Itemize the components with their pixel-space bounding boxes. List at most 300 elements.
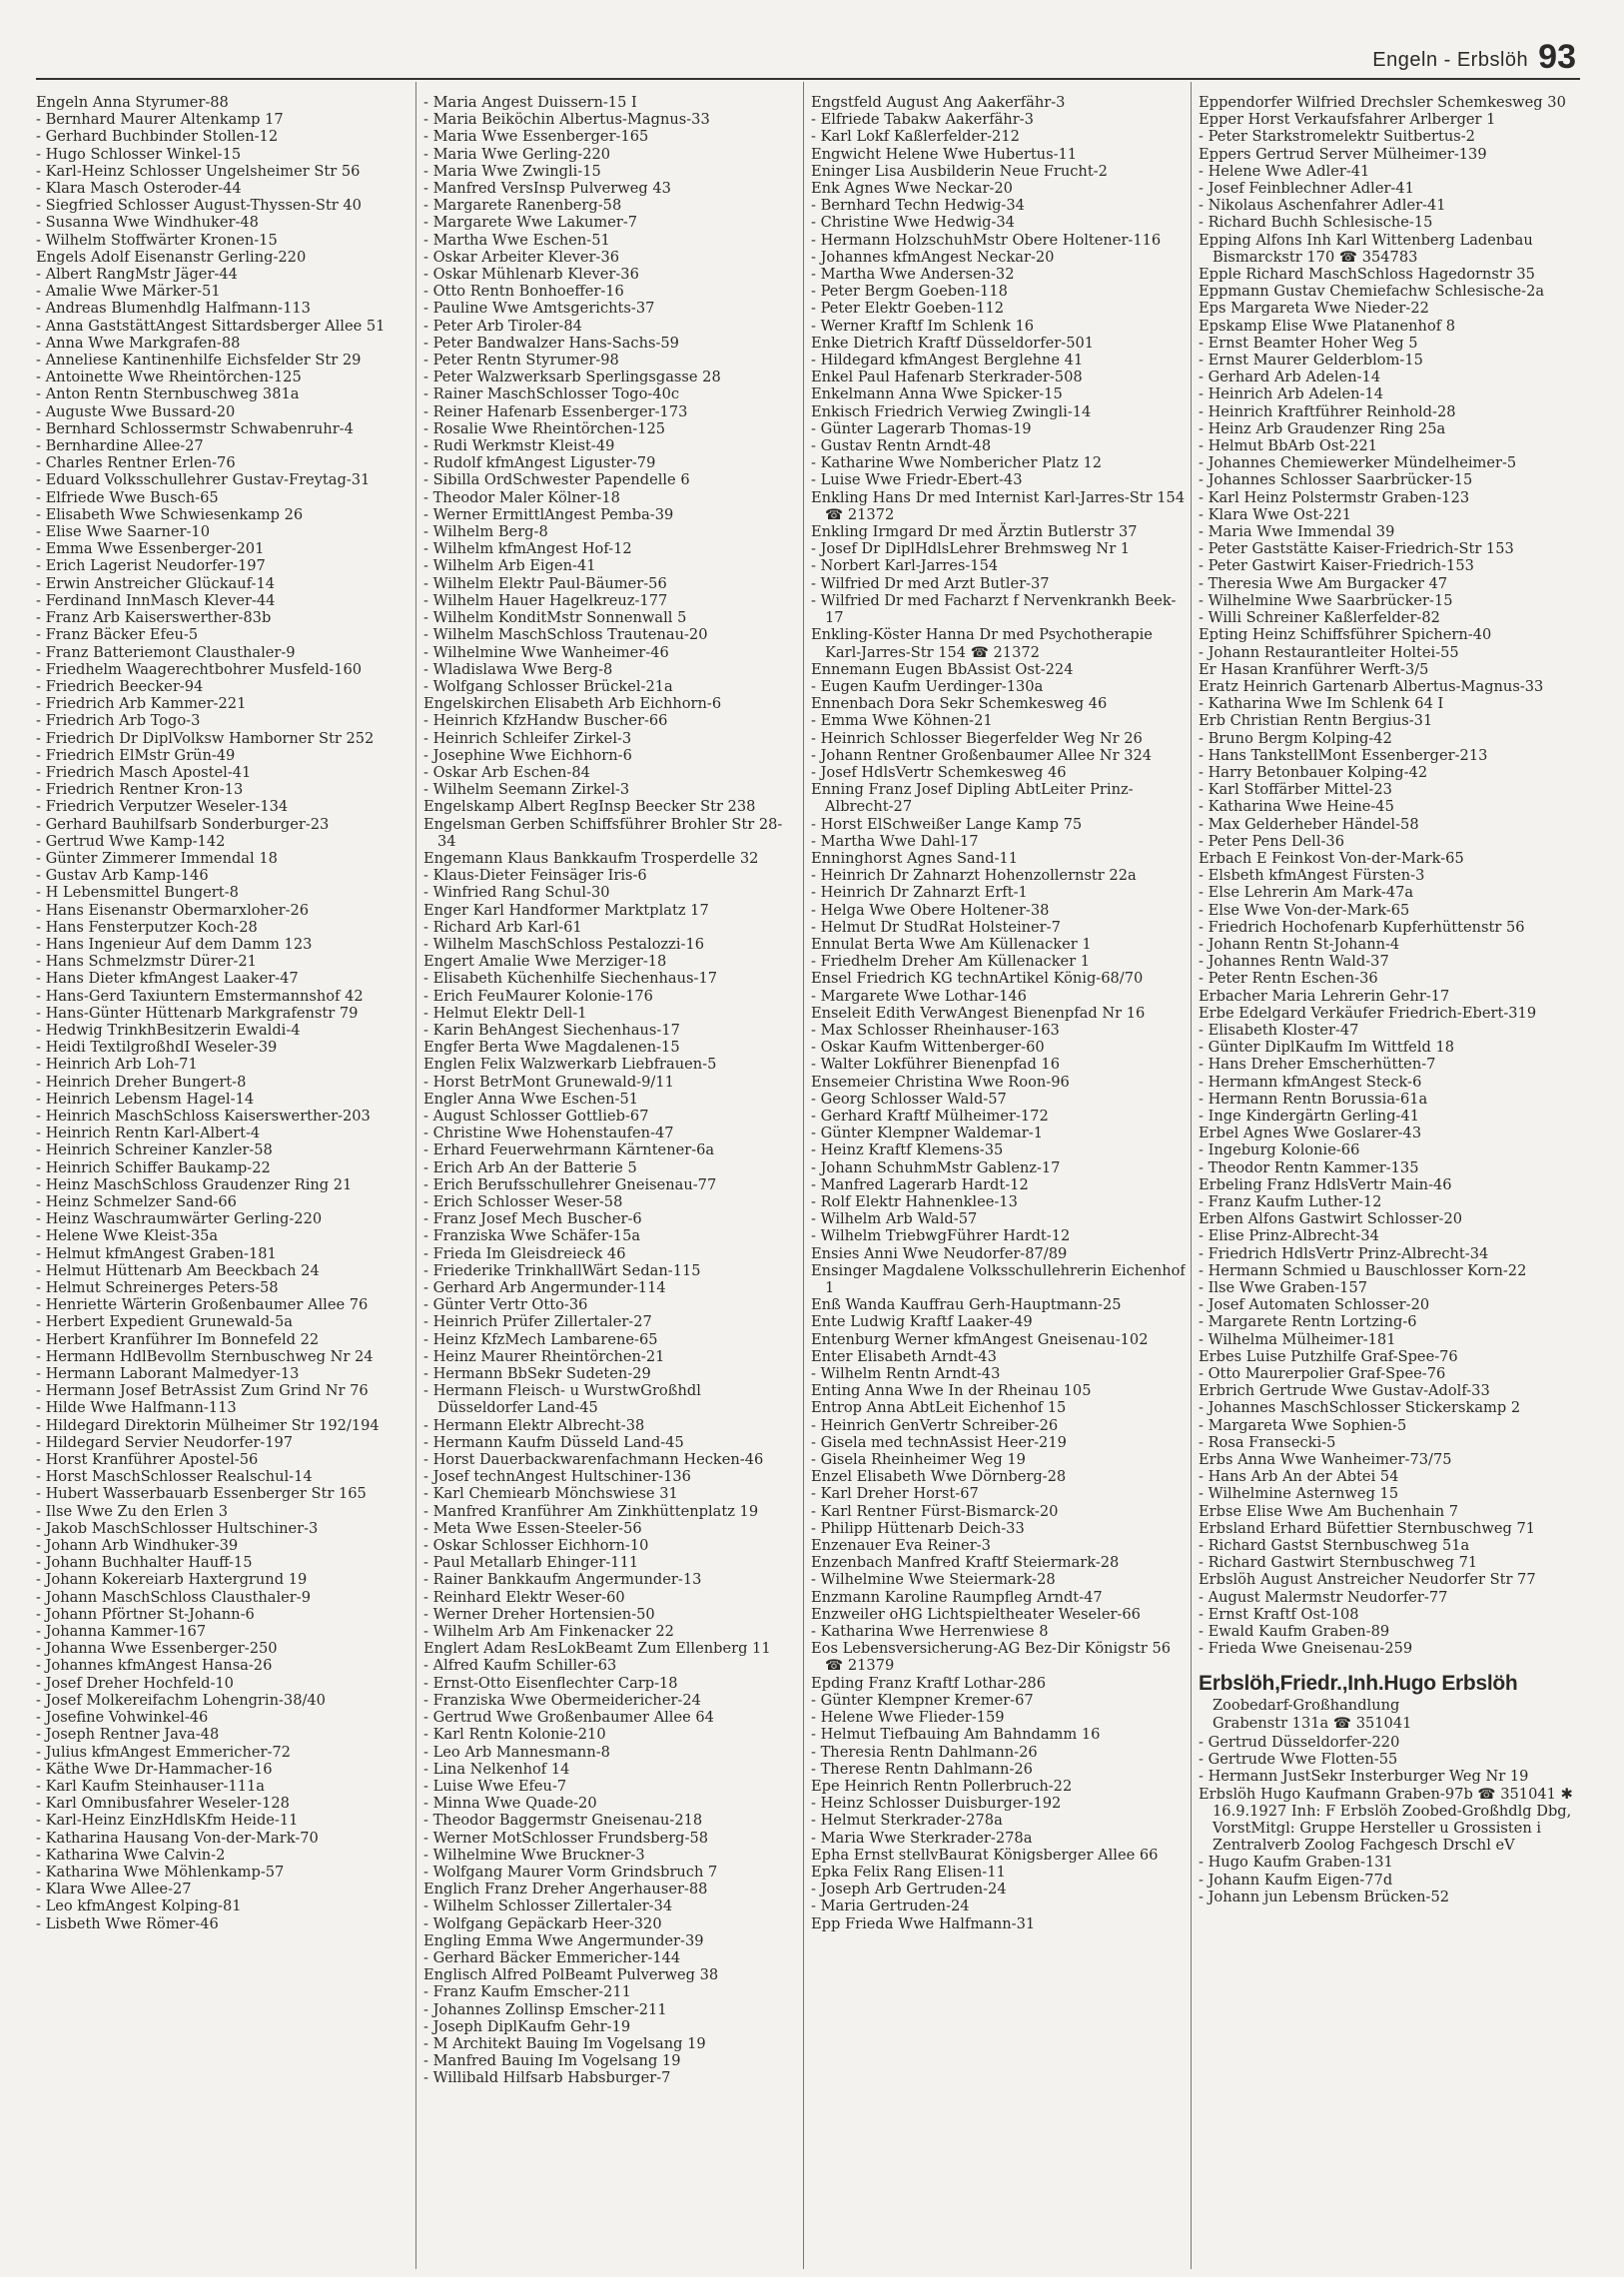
directory-entry: - Richard Arb Karl-61 bbox=[423, 918, 582, 936]
directory-entry: - Eduard Volksschullehrer Gustav-Freytag-31 bbox=[36, 471, 371, 489]
directory-entry: - Elise Wwe Saarner-10 bbox=[36, 523, 210, 541]
directory-entry: - Johannes Chemiewerker Mündelheimer-5 bbox=[1199, 454, 1517, 472]
directory-entry: - Joseph Rentner Java-48 bbox=[36, 1726, 220, 1744]
directory-entry: - Josefine Vohwinkel-46 bbox=[36, 1709, 209, 1727]
directory-entry: Ensies Anni Wwe Neudorfer-87/89 bbox=[811, 1244, 1068, 1262]
directory-entry: - Friedrich Arb Togo-3 bbox=[36, 712, 201, 730]
directory-entry: - Hans Dieter kfmAngest Laaker-47 bbox=[36, 970, 299, 988]
directory-entry: - Oskar Kaufm Wittenberger-60 bbox=[811, 1039, 1045, 1057]
directory-entry: - Peter Rentn Styrumer-98 bbox=[423, 352, 619, 370]
directory-entry: Erbslöh August Anstreicher Neudorfer Str 77 bbox=[1199, 1571, 1536, 1589]
directory-entry: - Herbert Kranführer Im Bonnefeld 22 bbox=[36, 1330, 320, 1348]
directory-entry: - Helene Wwe Kleist-35a bbox=[36, 1227, 219, 1245]
directory-entry: - Wolfgang Schlosser Brückel-21a bbox=[423, 677, 673, 695]
directory-entry: - Hans Eisenanstr Obermarxloher-26 bbox=[36, 901, 310, 919]
directory-entry: - Johann Kaufm Eigen-77d bbox=[1199, 1871, 1393, 1889]
directory-entry: - Joseph DiplKaufm Gehr-19 bbox=[423, 2017, 631, 2035]
directory-entry: Englisch Alfred PolBeamt Pulverweg 38 bbox=[423, 1966, 719, 1984]
directory-entry: Erbse Elise Wwe Am Buchenhain 7 bbox=[1199, 1502, 1459, 1520]
directory-entry: - Martha Wwe Andersen-32 bbox=[811, 266, 1015, 284]
directory-entry: - Gisela Rheinheimer Weg 19 bbox=[811, 1451, 1026, 1469]
directory-entry: - Paul Metallarb Ehinger-111 bbox=[423, 1554, 639, 1572]
directory-entry: - Heinz Schlosser Duisburger-192 bbox=[811, 1795, 1062, 1813]
directory-entry: - Josef Feinblechner Adler-41 bbox=[1199, 180, 1414, 198]
directory-entry: - Gertrud Wwe Kamp-142 bbox=[36, 832, 226, 850]
directory-entry: - Otto Rentn Bonhoeffer-16 bbox=[423, 283, 624, 301]
directory-entry: - Hermann Schmied u Bauschlosser Korn-22 bbox=[1199, 1261, 1527, 1279]
directory-entry: - Wilhelm Rentn Arndt-43 bbox=[811, 1365, 1001, 1383]
directory-entry: Erb Christian Rentn Bergius-31 bbox=[1199, 712, 1433, 730]
directory-entry: - Bernhard Techn Hedwig-34 bbox=[811, 197, 1025, 215]
directory-entry: - Heinrich Schleifer Zirkel-3 bbox=[423, 729, 632, 747]
directory-entry: - Peter Walzwerksarb Sperlingsgasse 28 bbox=[423, 369, 721, 386]
directory-entry: - Margarete Ranenberg-58 bbox=[423, 197, 622, 215]
directory-entry: - Oskar Mühlenarb Klever-36 bbox=[423, 266, 639, 284]
directory-entry: Enning Franz Josef Dipling AbtLeiter Prinz-Albrecht-27 bbox=[811, 781, 1134, 816]
directory-entry: - Wilhelma Mülheimer-181 bbox=[1199, 1330, 1396, 1348]
directory-entry: - Gisela med technAssist Heer-219 bbox=[811, 1433, 1067, 1451]
directory-entry: - Helmut Schreinerges Peters-58 bbox=[36, 1279, 279, 1297]
directory-entry: - Rosalie Wwe Rheintörchen-125 bbox=[423, 419, 666, 437]
directory-entry: - August Schlosser Gottlieb-67 bbox=[423, 1107, 649, 1125]
directory-entry: Enk Agnes Wwe Neckar-20 bbox=[811, 180, 1013, 198]
directory-entry: - Erich Berufsschullehrer Gneisenau-77 bbox=[423, 1175, 717, 1193]
directory-entry: - Heinrich Schiffer Baukamp-22 bbox=[36, 1158, 271, 1176]
directory-column-3 bbox=[811, 94, 1186, 2271]
directory-entry: - Heinrich Dreher Bungert-8 bbox=[36, 1073, 247, 1091]
directory-entry: - Peter Starkstromelektr Suitbertus-2 bbox=[1199, 128, 1475, 146]
directory-entry: - Heinrich Schreiner Kanzler-58 bbox=[36, 1141, 273, 1159]
directory-entry: - Josef Automaten Schlosser-20 bbox=[1199, 1296, 1430, 1314]
directory-entry: - Eugen Kaufm Uerdinger-130a bbox=[811, 677, 1044, 695]
header-rule bbox=[36, 78, 1580, 80]
directory-entry: - Manfred Lagerarb Hardt-12 bbox=[811, 1175, 1029, 1193]
directory-entry: - Emma Wwe Köhnen-21 bbox=[811, 712, 993, 730]
directory-entry: - Hans Dreher Emscherhütten-7 bbox=[1199, 1056, 1436, 1074]
directory-entry: - Ilse Wwe Graben-157 bbox=[1199, 1279, 1368, 1297]
directory-entry: - Willi Schreiner Kaßlerfelder-82 bbox=[1199, 609, 1440, 627]
directory-entry: Engelskamp Albert RegInsp Beecker Str 238 bbox=[423, 798, 756, 816]
directory-entry: - Erwin Anstreicher Glückauf-14 bbox=[36, 574, 276, 592]
directory-entry: Entenburg Werner kfmAngest Gneisenau-102 bbox=[811, 1330, 1149, 1348]
directory-entry: - Gustav Rentn Arndt-48 bbox=[811, 437, 992, 455]
directory-entry: - Margarete Wwe Lothar-146 bbox=[811, 987, 1027, 1005]
directory-entry: - Auguste Wwe Bussard-20 bbox=[36, 402, 236, 420]
directory-entry: - Christine Wwe Hohenstaufen-47 bbox=[423, 1125, 674, 1142]
directory-entry: - Wilhelm TriebwgFührer Hardt-12 bbox=[811, 1227, 1071, 1245]
directory-entry: - Heinz KfzMech Lambarene-65 bbox=[423, 1330, 658, 1348]
directory-entry: - Wolfgang Maurer Vorm Grindsbruch 7 bbox=[423, 1863, 718, 1881]
column-divider bbox=[415, 82, 416, 2269]
directory-entry: - Wilhelm Arb Am Finkenacker 22 bbox=[423, 1623, 674, 1641]
directory-entry: - Johannes Rentn Wald-37 bbox=[1199, 953, 1389, 971]
directory-entry: - Wilfried Dr med Facharzt f Nervenkrankh Beek-17 bbox=[811, 591, 1177, 627]
firm-name: Erbslöh,Friedr.,Inh.Hugo Erbslöh bbox=[1199, 1672, 1518, 1696]
directory-entry: Englen Felix Walzwerkarb Liebfrauen-5 bbox=[423, 1056, 717, 1074]
directory-entry: - Johann Rentner Großenbaumer Allee Nr 324 bbox=[811, 746, 1153, 764]
page-number: 93 bbox=[1538, 38, 1576, 76]
directory-entry: Entrop Anna AbtLeit Eichenhof 15 bbox=[811, 1399, 1067, 1417]
directory-entry: - Katharina Wwe Herrenwiese 8 bbox=[811, 1623, 1049, 1641]
directory-entry: Engelskirchen Elisabeth Arb Eichhorn-6 bbox=[423, 695, 722, 713]
directory-entry: Eninger Lisa Ausbilderin Neue Frucht-2 bbox=[811, 162, 1108, 180]
directory-entry: - Ilse Wwe Zu den Erlen 3 bbox=[36, 1502, 228, 1520]
directory-entry: - Heinrich Prüfer Zillertaler-27 bbox=[423, 1313, 652, 1331]
directory-entry: - Wilhelmine Asternweg 15 bbox=[1199, 1485, 1399, 1503]
column-divider bbox=[1191, 82, 1192, 2269]
directory-entry: - Hugo Kaufm Graben-131 bbox=[1199, 1854, 1393, 1872]
directory-entry: - Rudolf kfmAngest Liguster-79 bbox=[423, 454, 656, 472]
directory-entry: Enke Dietrich Kraftf Düsseldorfer-501 bbox=[811, 334, 1095, 352]
directory-entry: - Hermann kfmAngest Steck-6 bbox=[1199, 1073, 1422, 1091]
directory-entry: - Ingeburg Kolonie-66 bbox=[1199, 1141, 1360, 1159]
directory-entry: - Hermann Rentn Borussia-61a bbox=[1199, 1090, 1428, 1108]
directory-entry: - Luise Wwe Friedr-Ebert-43 bbox=[811, 471, 1023, 489]
directory-entry: - Helmut Hüttenarb Am Beeckbach 24 bbox=[36, 1261, 320, 1279]
directory-entry: - Karl Rentner Fürst-Bismarck-20 bbox=[811, 1502, 1059, 1520]
directory-entry: - Erich FeuMaurer Kolonie-176 bbox=[423, 987, 653, 1005]
directory-entry: Epe Heinrich Rentn Pollerbruch-22 bbox=[811, 1777, 1073, 1795]
directory-entry: - Wladislawa Wwe Berg-8 bbox=[423, 660, 613, 678]
directory-entry: Engwicht Helene Wwe Hubertus-11 bbox=[811, 145, 1078, 163]
directory-entry: Enkling-Köster Hanna Dr med Psychotherapie Karl-Jarres-Str 154 ☎ 21372 bbox=[811, 626, 1153, 661]
directory-entry: - Maria Wwe Zwingli-15 bbox=[423, 162, 601, 180]
column-divider bbox=[803, 82, 804, 2269]
directory-entry: - Wilhelm Arb Eigen-41 bbox=[423, 557, 596, 575]
directory-entry: - Hans Ingenieur Auf dem Damm 123 bbox=[36, 935, 313, 953]
directory-entry: - H Lebensmittel Bungert-8 bbox=[36, 884, 239, 902]
directory-entry: - Friedrich Verputzer Weseler-134 bbox=[36, 798, 289, 816]
directory-entry: - Susanna Wwe Windhuker-48 bbox=[36, 214, 259, 232]
directory-entry: - Günter DiplKaufm Im Wittfeld 18 bbox=[1199, 1039, 1455, 1057]
directory-entry: - Minna Wwe Quade-20 bbox=[423, 1795, 597, 1813]
directory-entry: - Hans-Günter Hüttenarb Markgrafenstr 79 bbox=[36, 1004, 359, 1022]
directory-entry: Erbslöh Hugo Kaufmann Graben-97b ☎ 351041 ✱ 16.9.1927 Inh: F Erbslöh Zoobed-Großhdlg Dbg, VorstMitgl: Gruppe Hersteller u Grossisten i Zentralverb Zoolog Fachgesch Drschl eV bbox=[1199, 1785, 1573, 1855]
directory-entry: - Werner Kraftf Im Schlenk 16 bbox=[811, 317, 1035, 335]
directory-entry: Erbeling Franz HdlsVertr Main-46 bbox=[1199, 1175, 1452, 1193]
directory-entry: - Hans Fensterputzer Koch-28 bbox=[36, 918, 258, 936]
directory-entry: Enzmann Karoline Raumpfleg Arndt-47 bbox=[811, 1588, 1103, 1606]
directory-entry: Erbe Edelgard Verkäufer Friedrich-Ebert-319 bbox=[1199, 1004, 1537, 1022]
directory-entry: - Günter Klempner Kremer-67 bbox=[811, 1691, 1034, 1709]
directory-entry: - Hermann Josef BetrAssist Zum Grind Nr 76 bbox=[36, 1382, 369, 1400]
directory-entry: - Ewald Kaufm Graben-89 bbox=[1199, 1623, 1390, 1641]
directory-entry: - M Architekt Bauing Im Vogelsang 19 bbox=[423, 2034, 706, 2052]
directory-column-2 bbox=[423, 94, 798, 2271]
directory-entry: - Maria Angest Duissern-15 I bbox=[423, 94, 637, 111]
directory-entry: - Josephine Wwe Eichhorn-6 bbox=[423, 746, 632, 764]
directory-entry: - Heinz Waschraumwärter Gerling-220 bbox=[36, 1210, 323, 1228]
directory-entry: - Rudi Werkmstr Kleist-49 bbox=[423, 437, 615, 455]
directory-entry: Enß Wanda Kauffrau Gerh-Hauptmann-25 bbox=[811, 1296, 1122, 1314]
directory-entry: - Heinrich GenVertr Schreiber-26 bbox=[811, 1416, 1059, 1434]
directory-entry: Eos Lebensversicherung-AG Bez-Dir Königstr 56 ☎ 21379 bbox=[811, 1640, 1172, 1675]
directory-entry: - Maria Wwe Immendal 39 bbox=[1199, 523, 1395, 541]
directory-entry: - Franz Kaufm Luther-12 bbox=[1199, 1193, 1382, 1210]
directory-entry: - Lina Nelkenhof 14 bbox=[423, 1760, 570, 1778]
directory-entry: - Wilhelm kfmAngest Hof-12 bbox=[423, 540, 632, 558]
directory-entry: - Elise Prinz-Albrecht-34 bbox=[1199, 1227, 1379, 1245]
directory-entry: Enzenbach Manfred Kraftf Steiermark-28 bbox=[811, 1554, 1120, 1572]
directory-entry: - Peter Rentn Eschen-36 bbox=[1199, 970, 1378, 988]
directory-entry: - Johannes Zollinsp Emscher-211 bbox=[423, 2000, 667, 2018]
directory-entry: Enninghorst Agnes Sand-11 bbox=[811, 849, 1018, 867]
directory-entry: - Andreas Blumenhdlg Halfmann-113 bbox=[36, 300, 311, 318]
directory-entry: Enzenauer Eva Reiner-3 bbox=[811, 1537, 991, 1555]
directory-entry: - Wilhelm Stoffwärter Kronen-15 bbox=[36, 231, 278, 249]
directory-entry: - Hans Schmelzmstr Dürer-21 bbox=[36, 953, 257, 971]
directory-entry: - Peter Bergm Goeben-118 bbox=[811, 283, 1008, 301]
directory-entry: - Helene Wwe Flieder-159 bbox=[811, 1709, 1005, 1727]
directory-entry: - Friedrich Hochofenarb Kupferhüttenstr 56 bbox=[1199, 918, 1525, 936]
directory-entry: - Bruno Bergm Kolping-42 bbox=[1199, 729, 1392, 747]
directory-entry: - Friedhelm Waagerechtbohrer Musfeld-160 bbox=[36, 660, 363, 678]
directory-entry: - Pauline Wwe Amtsgerichts-37 bbox=[423, 300, 655, 318]
directory-entry: - Josef Dr DiplHdlsLehrer Brehmsweg Nr 1 bbox=[811, 540, 1131, 558]
directory-entry: - Hermann Kaufm Düsseld Land-45 bbox=[423, 1433, 684, 1451]
directory-entry: Engemann Klaus Bankkaufm Trosperdelle 32 bbox=[423, 849, 759, 867]
directory-entry: - Franziska Wwe Schäfer-15a bbox=[423, 1227, 641, 1245]
directory-entry: - Ferdinand InnMasch Klever-44 bbox=[36, 591, 276, 609]
directory-entry: - Gerhard Arb Angermunder-114 bbox=[423, 1279, 666, 1297]
directory-entry: - Katharine Wwe Nombericher Platz 12 bbox=[811, 454, 1103, 472]
directory-entry: - Georg Schlosser Wald-57 bbox=[811, 1090, 1007, 1108]
directory-entry: - Theodor Maler Kölner-18 bbox=[423, 488, 620, 506]
directory-entry: - Heinrich Arb Adelen-14 bbox=[1199, 385, 1384, 403]
directory-entry: - Karl Dreher Horst-67 bbox=[811, 1485, 979, 1503]
directory-entry: - Johann Restaurantleiter Holtei-55 bbox=[1199, 643, 1459, 661]
directory-entry: Ennenbach Dora Sekr Schemkesweg 46 bbox=[811, 695, 1108, 713]
directory-entry: - Johann Pförtner St-Johann-6 bbox=[36, 1605, 255, 1623]
firm-advertisement bbox=[1199, 1671, 1573, 1731]
directory-entry: - Hermann HolzschuhMstr Obere Holtener-116 bbox=[811, 231, 1162, 249]
directory-entry: - Horst ElSchweißer Lange Kamp 75 bbox=[811, 815, 1083, 833]
directory-entry: - Helmut Dr StudRat Holsteiner-7 bbox=[811, 918, 1061, 936]
directory-entry: - Helmut BbArb Ost-221 bbox=[1199, 437, 1378, 455]
directory-entry: - Johanna Kammer-167 bbox=[36, 1623, 207, 1641]
directory-entry: - Richard Gastwirt Sternbuschweg 71 bbox=[1199, 1554, 1478, 1572]
directory-entry: - Anna Wwe Markgrafen-88 bbox=[36, 334, 241, 352]
directory-entry: - Hugo Schlosser Winkel-15 bbox=[36, 145, 242, 163]
directory-entry: - Johann Kokereiarb Haxtergrund 19 bbox=[36, 1571, 308, 1589]
directory-entry: - Karl Chemiearb Mönchswiese 31 bbox=[423, 1485, 678, 1503]
directory-entry: - Günter Klempner Waldemar-1 bbox=[811, 1125, 1043, 1142]
directory-entry: - Bernhardine Allee-27 bbox=[36, 437, 204, 455]
directory-entry: Enzel Elisabeth Wwe Dörnberg-28 bbox=[811, 1468, 1067, 1486]
directory-entry: - Hans TankstellMont Essenberger-213 bbox=[1199, 746, 1488, 764]
directory-entry: - Josef Dreher Hochfeld-10 bbox=[36, 1674, 234, 1692]
directory-entry: - Friedrich HdlsVertr Prinz-Albrecht-34 bbox=[1199, 1244, 1489, 1262]
directory-entry: - Antoinette Wwe Rheintörchen-125 bbox=[36, 369, 302, 386]
firm-line-1: Zoobedarf-Großhandlung bbox=[1213, 1697, 1400, 1715]
directory-entry: - Johannes MaschSchlosser Stickerskamp 2 bbox=[1199, 1399, 1521, 1417]
directory-entry: - Therese Rentn Dahlmann-26 bbox=[811, 1760, 1033, 1778]
directory-entry: - Heinrich Rentn Karl-Albert-4 bbox=[36, 1125, 261, 1142]
directory-entry: - Oskar Arb Eschen-84 bbox=[423, 763, 590, 781]
directory-entry: - Theresia Wwe Am Burgacker 47 bbox=[1199, 574, 1448, 592]
directory-entry: - Josef HdlsVertr Schemkesweg 46 bbox=[811, 763, 1067, 781]
directory-entry: Enkelmann Anna Wwe Spicker-15 bbox=[811, 385, 1063, 403]
directory-entry: - Lisbeth Wwe Römer-46 bbox=[36, 1914, 219, 1932]
directory-entry: - Margareta Wwe Sophien-5 bbox=[1199, 1416, 1407, 1434]
directory-entry: - Horst BetrMont Grunewald-9/11 bbox=[423, 1073, 674, 1091]
directory-entry: - Josef Molkereifachm Lohengrin-38/40 bbox=[36, 1691, 326, 1709]
directory-entry: - Gertrud Düsseldorfer-220 bbox=[1199, 1733, 1400, 1751]
directory-entry: - Henriette Wärterin Großenbaumer Allee 76 bbox=[36, 1296, 369, 1314]
directory-entry: Eppendorfer Wilfried Drechsler Schemkesweg 30 bbox=[1199, 94, 1566, 111]
directory-entry: - Heinrich KfzHandw Buscher-66 bbox=[423, 712, 668, 730]
directory-entry: - Johann SchuhmMstr Gablenz-17 bbox=[811, 1158, 1061, 1176]
directory-entry: Ensel Friedrich KG technArtikel König-68/70 bbox=[811, 970, 1144, 988]
directory-entry: - Peter Elektr Goeben-112 bbox=[811, 300, 1005, 318]
directory-entry: Engert Amalie Wwe Merziger-18 bbox=[423, 953, 667, 971]
directory-entry: - Joseph Arb Gertruden-24 bbox=[811, 1881, 1007, 1898]
directory-entry: - Willibald Hilfsarb Habsburger-7 bbox=[423, 2069, 671, 2087]
directory-entry: Eps Margareta Wwe Nieder-22 bbox=[1199, 300, 1429, 318]
directory-entry: - Friederike TrinkhallWärt Sedan-115 bbox=[423, 1261, 701, 1279]
directory-entry: - Elisabeth Wwe Schwiesenkamp 26 bbox=[36, 505, 304, 523]
directory-entry: - Elisabeth Kloster-47 bbox=[1199, 1021, 1359, 1039]
directory-entry: Enseleit Edith VerwAngest Bienenpfad Nr 16 bbox=[811, 1004, 1146, 1022]
directory-entry: - Wilhelm Berg-8 bbox=[423, 523, 548, 541]
directory-entry: Enkisch Friedrich Verwieg Zwingli-14 bbox=[811, 402, 1092, 420]
directory-entry: - Wilhelm MaschSchloss Pestalozzi-16 bbox=[423, 935, 705, 953]
directory-entry: Ensinger Magdalene Volksschullehrerin Eichenhof 1 bbox=[811, 1261, 1186, 1297]
directory-entry: - Maria Beiköchin Albertus-Magnus-33 bbox=[423, 111, 710, 129]
directory-entry: - Günter Vertr Otto-36 bbox=[423, 1296, 588, 1314]
directory-entry: - Ernst Beamter Hoher Weg 5 bbox=[1199, 334, 1418, 352]
directory-entry: - Johann Rentn St-Johann-4 bbox=[1199, 935, 1400, 953]
directory-entry: - Sibilla OrdSchwester Papendelle 6 bbox=[423, 471, 690, 489]
directory-entry: - Maria Wwe Sterkrader-278a bbox=[811, 1829, 1033, 1847]
directory-entry: - Reiner Hafenarb Essenberger-173 bbox=[423, 402, 688, 420]
directory-entry: - Gerhard Arb Adelen-14 bbox=[1199, 369, 1381, 386]
directory-entry: Erbach E Feinkost Von-der-Mark-65 bbox=[1199, 849, 1464, 867]
directory-entry: - Jakob MaschSchlosser Hultschiner-3 bbox=[36, 1519, 319, 1537]
directory-entry: - Erich Lagerist Neudorfer-197 bbox=[36, 557, 266, 575]
directory-entry: Engeln Anna Styrumer-88 bbox=[36, 94, 229, 111]
directory-entry: - Oskar Schlosser Eichhorn-10 bbox=[423, 1537, 649, 1555]
directory-entry: - Gertrude Wwe Flotten-55 bbox=[1199, 1751, 1398, 1769]
directory-entry: - Erhard Feuerwehrmann Kärntener-6a bbox=[423, 1141, 715, 1159]
directory-entry: - Hermann HdlBevollm Sternbuschweg Nr 24 bbox=[36, 1347, 374, 1365]
directory-entry: - Hermann Fleisch- u WurstwGroßhdl Düsseldorfer Land-45 bbox=[423, 1382, 701, 1417]
directory-entry: - Heinz Maurer Rheintörchen-21 bbox=[423, 1347, 665, 1365]
directory-entry: - Johann MaschSchloss Clausthaler-9 bbox=[36, 1588, 311, 1606]
directory-entry: - Luise Wwe Efeu-7 bbox=[423, 1777, 567, 1795]
directory-entry: - Amalie Wwe Märker-51 bbox=[36, 283, 221, 301]
directory-entry: - Richard Gastst Sternbuschweg 51a bbox=[1199, 1537, 1470, 1555]
directory-entry: - Werner ErmittlAngest Pemba-39 bbox=[423, 505, 674, 523]
directory-entry: - Reinhard Elektr Weser-60 bbox=[423, 1588, 625, 1606]
directory-entry: Englich Franz Dreher Angerhauser-88 bbox=[423, 1881, 708, 1898]
directory-entry: - Klara Wwe Ost-221 bbox=[1199, 505, 1352, 523]
directory-entry: - Leo kfmAngest Kolping-81 bbox=[36, 1898, 242, 1915]
directory-entry: - Heinz MaschSchloss Graudenzer Ring 21 bbox=[36, 1175, 353, 1193]
directory-entry: Engfer Berta Wwe Magdalenen-15 bbox=[423, 1039, 680, 1057]
running-head: Engeln - Erbslöh bbox=[1372, 49, 1529, 71]
directory-entry: - Günter Zimmerer Immendal 18 bbox=[36, 849, 278, 867]
directory-entry: Epha Ernst stellvBaurat Königsberger Allee 66 bbox=[811, 1846, 1159, 1864]
directory-entry: Enting Anna Wwe In der Rheinau 105 bbox=[811, 1382, 1092, 1400]
directory-entry: Eratz Heinrich Gartenarb Albertus-Magnus-33 bbox=[1199, 677, 1544, 695]
directory-entry: - Friedrich Masch Apostel-41 bbox=[36, 763, 252, 781]
directory-entry: - Nikolaus Aschenfahrer Adler-41 bbox=[1199, 197, 1446, 215]
directory-entry: - Klaus-Dieter Feinsäger Iris-6 bbox=[423, 867, 647, 885]
directory-entry: - Gerhard Kraftf Mülheimer-172 bbox=[811, 1107, 1049, 1125]
directory-entry: - Maria Gertruden-24 bbox=[811, 1898, 970, 1915]
directory-entry: - Katharina Wwe Im Schlenk 64 I bbox=[1199, 695, 1444, 713]
directory-entry: - Werner MotSchlosser Frundsberg-58 bbox=[423, 1829, 709, 1847]
directory-entry: - Karl Heinz Polstermstr Graben-123 bbox=[1199, 488, 1470, 506]
directory-entry: - Franz Arb Kaiserswerther-83b bbox=[36, 609, 272, 627]
directory-entry: - Rolf Elektr Hahnenklee-13 bbox=[811, 1193, 1018, 1210]
directory-entry: - Wilhelmine Wwe Bruckner-3 bbox=[423, 1846, 645, 1864]
directory-entry: - Heinrich Arb Loh-71 bbox=[36, 1056, 198, 1074]
directory-entry: Epper Horst Verkaufsfahrer Arlberger 1 bbox=[1199, 111, 1496, 129]
directory-entry: - Gustav Arb Kamp-146 bbox=[36, 867, 209, 885]
directory-entry: - Franz Kaufm Emscher-211 bbox=[423, 1983, 631, 2001]
directory-entry: - Wilhelmine Wwe Saarbrücker-15 bbox=[1199, 591, 1453, 609]
directory-entry: Epple Richard MaschSchloss Hagedornstr 35 bbox=[1199, 266, 1535, 284]
directory-entry: - Helga Wwe Obere Holtener-38 bbox=[811, 901, 1050, 919]
directory-entry: - Frieda Im Gleisdreieck 46 bbox=[423, 1244, 626, 1262]
directory-entry: Erbacher Maria Lehrerin Gehr-17 bbox=[1199, 987, 1450, 1005]
directory-entry: - Friedrich ElMstr Grün-49 bbox=[36, 746, 236, 764]
directory-entry: - Katharina Wwe Calvin-2 bbox=[36, 1846, 226, 1864]
directory-entry: Epping Alfons Inh Karl Wittenberg Ladenbau Bismarckstr 170 ☎ 354783 bbox=[1199, 231, 1533, 266]
directory-entry: Engstfeld August Ang Aakerfähr-3 bbox=[811, 94, 1066, 111]
directory-entry: - Frieda Wwe Gneisenau-259 bbox=[1199, 1640, 1413, 1658]
directory-entry: - Hans-Gerd Taxiuntern Emstermannshof 42 bbox=[36, 987, 364, 1005]
directory-entry: - Heinrich Schlosser Biegerfelder Weg Nr 26 bbox=[811, 729, 1143, 747]
directory-entry: - Karl Kaufm Steinhauser-111a bbox=[36, 1777, 265, 1795]
directory-entry: Enkling Hans Dr med Internist Karl-Jarres-Str 154 ☎ 21372 bbox=[811, 488, 1186, 523]
directory-entry: Ente Ludwig Kraftf Laaker-49 bbox=[811, 1313, 1033, 1331]
directory-entry: - Martha Wwe Dahl-17 bbox=[811, 832, 979, 850]
directory-entry: - Anna GaststättAngest Sittardsberger Allee 51 bbox=[36, 317, 386, 335]
directory-entry: - Hermann Elektr Albrecht-38 bbox=[423, 1416, 645, 1434]
directory-entry: - Hermann JustSekr Insterburger Weg Nr 19 bbox=[1199, 1768, 1529, 1786]
directory-entry: - Peter Bandwalzer Hans-Sachs-59 bbox=[423, 334, 679, 352]
directory-entry: - Anneliese Kantinenhilfe Eichsfelder Str 29 bbox=[36, 352, 362, 370]
directory-entry: - Else Lehrerin Am Mark-47a bbox=[1199, 884, 1414, 902]
directory-entry: - Theodor Baggermstr Gneisenau-218 bbox=[423, 1812, 703, 1830]
directory-entry: Erbs Anna Wwe Wanheimer-73/75 bbox=[1199, 1451, 1452, 1469]
directory-entry: - Wilhelm Hauer Hagelkreuz-177 bbox=[423, 591, 668, 609]
page-header bbox=[1336, 32, 1576, 76]
directory-entry: - Hermann BbSekr Sudeten-29 bbox=[423, 1365, 651, 1383]
directory-entry: - Friedrich Arb Kammer-221 bbox=[36, 695, 247, 713]
directory-entry: Erbrich Gertrude Wwe Gustav-Adolf-33 bbox=[1199, 1382, 1490, 1400]
directory-entry: Erben Alfons Gastwirt Schlosser-20 bbox=[1199, 1210, 1463, 1228]
directory-entry: - Friedrich Dr DiplVolksw Hamborner Str 252 bbox=[36, 729, 375, 747]
directory-entry: - Siegfried Schlosser August-Thyssen-Str 40 bbox=[36, 197, 362, 215]
directory-entry: - Alfred Kaufm Schiller-63 bbox=[423, 1657, 617, 1675]
directory-entry: - Friedhelm Dreher Am Küllenacker 1 bbox=[811, 953, 1091, 971]
directory-entry: - Werner Dreher Hortensien-50 bbox=[423, 1605, 655, 1623]
directory-entry: Enger Karl Handformer Marktplatz 17 bbox=[423, 901, 709, 919]
firm-line-2: Grabenstr 131a ☎ 351041 bbox=[1213, 1714, 1412, 1732]
directory-entry: Enkel Paul Hafenarb Sterkrader-508 bbox=[811, 369, 1083, 386]
directory-entry: - Ernst-Otto Eisenflechter Carp-18 bbox=[423, 1674, 678, 1692]
directory-entry: - Norbert Karl-Jarres-154 bbox=[811, 557, 999, 575]
directory-entry: - Franz Batteriemont Clausthaler-9 bbox=[36, 643, 296, 661]
directory-entry: - Johannes kfmAngest Neckar-20 bbox=[811, 248, 1055, 266]
directory-entry: Erbsland Erhard Büfettier Sternbuschweg 71 bbox=[1199, 1519, 1536, 1537]
column-4-entries-a bbox=[1199, 94, 1573, 1657]
directory-entry: - Leo Arb Mannesmann-8 bbox=[423, 1743, 610, 1761]
